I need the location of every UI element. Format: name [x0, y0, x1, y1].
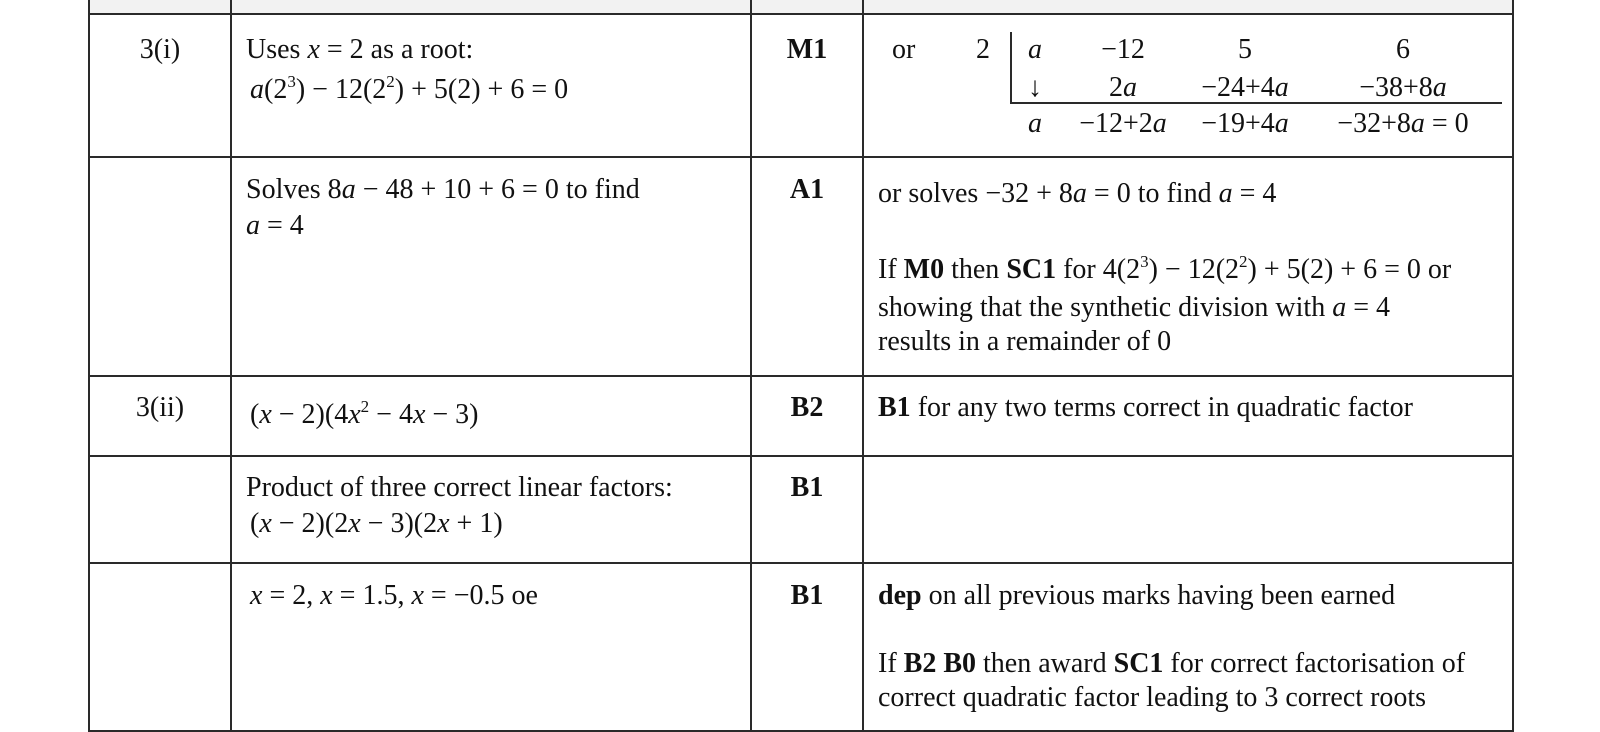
guidance-line: showing that the synthetic division with a = 4 [878, 292, 1390, 323]
mark-code: B2 [790, 392, 824, 423]
guidance-line: If B2 B0 then award SC1 for correct factorisation of [878, 648, 1466, 679]
sd-cell: a [1028, 34, 1042, 65]
mark-code: B1 [790, 580, 824, 611]
sd-cell: 5 [1238, 34, 1252, 65]
header-row-band [90, 0, 1512, 14]
answer-equation: $a(2^3) - 12(2^2) + 5(2) + 6 = 0$ [250, 72, 569, 105]
question-number: 3(ii) [135, 392, 185, 423]
answer-line: Uses x = 2 as a root: [246, 34, 474, 65]
sd-cell: −24+4a [1201, 72, 1289, 103]
column-divider [88, 0, 90, 732]
guidance-line: dep on all previous marks having been earned [878, 580, 1396, 611]
sd-cell: −12+2a [1079, 108, 1167, 139]
guidance-line: or solves −32 + 8a = 0 to find a = 4 [878, 178, 1277, 209]
column-divider [750, 0, 752, 732]
guidance-prefix: or [892, 34, 916, 65]
column-divider [230, 0, 232, 732]
column-divider [862, 0, 864, 732]
answer-line: x = 2, x = 1.5, x = −0.5 oe [250, 580, 538, 611]
mark-code: A1 [789, 174, 825, 205]
row-divider [88, 562, 1514, 564]
sd-cell: ↓ [1028, 72, 1042, 103]
sd-cell: −38+8a [1359, 72, 1447, 103]
guidance-line: If M0 then SC1 for $4(2^3) - 12(2^2) + 5(2) + 6 = 0$ or [878, 252, 1452, 285]
mark-code: B1 [790, 472, 824, 503]
answer-equation: $(x - 2)(4x^2 - 4x - 3)$ [250, 397, 479, 430]
guidance-line: results in a remainder of 0 [878, 326, 1172, 357]
row-divider [88, 375, 1514, 377]
sd-cell: 6 [1396, 34, 1410, 65]
sd-cell: −12 [1101, 34, 1145, 65]
guidance-line: correct quadratic factor leading to 3 correct roots [878, 682, 1427, 713]
row-divider [88, 156, 1514, 158]
row-divider [88, 13, 1514, 15]
answer-equation: (x − 2)(2x − 3)(2x + 1) [250, 508, 503, 539]
column-divider [1512, 0, 1514, 732]
mark-code: M1 [786, 34, 828, 65]
guidance-line: B1 for any two terms correct in quadratic factor [878, 392, 1413, 423]
question-number: 3(i) [139, 34, 181, 65]
sd-cell: −32+8a = 0 [1337, 108, 1469, 139]
answer-line: a = 4 [246, 210, 304, 241]
answer-line: Solves 8a − 48 + 10 + 6 = 0 to find [246, 174, 640, 205]
answer-line: Product of three correct linear factors: [246, 472, 673, 503]
sd-cell: a [1028, 108, 1042, 139]
divisor: 2 [976, 34, 990, 65]
row-divider [88, 455, 1514, 457]
sd-cell: 2a [1109, 72, 1137, 103]
sd-cell: −19+4a [1201, 108, 1289, 139]
